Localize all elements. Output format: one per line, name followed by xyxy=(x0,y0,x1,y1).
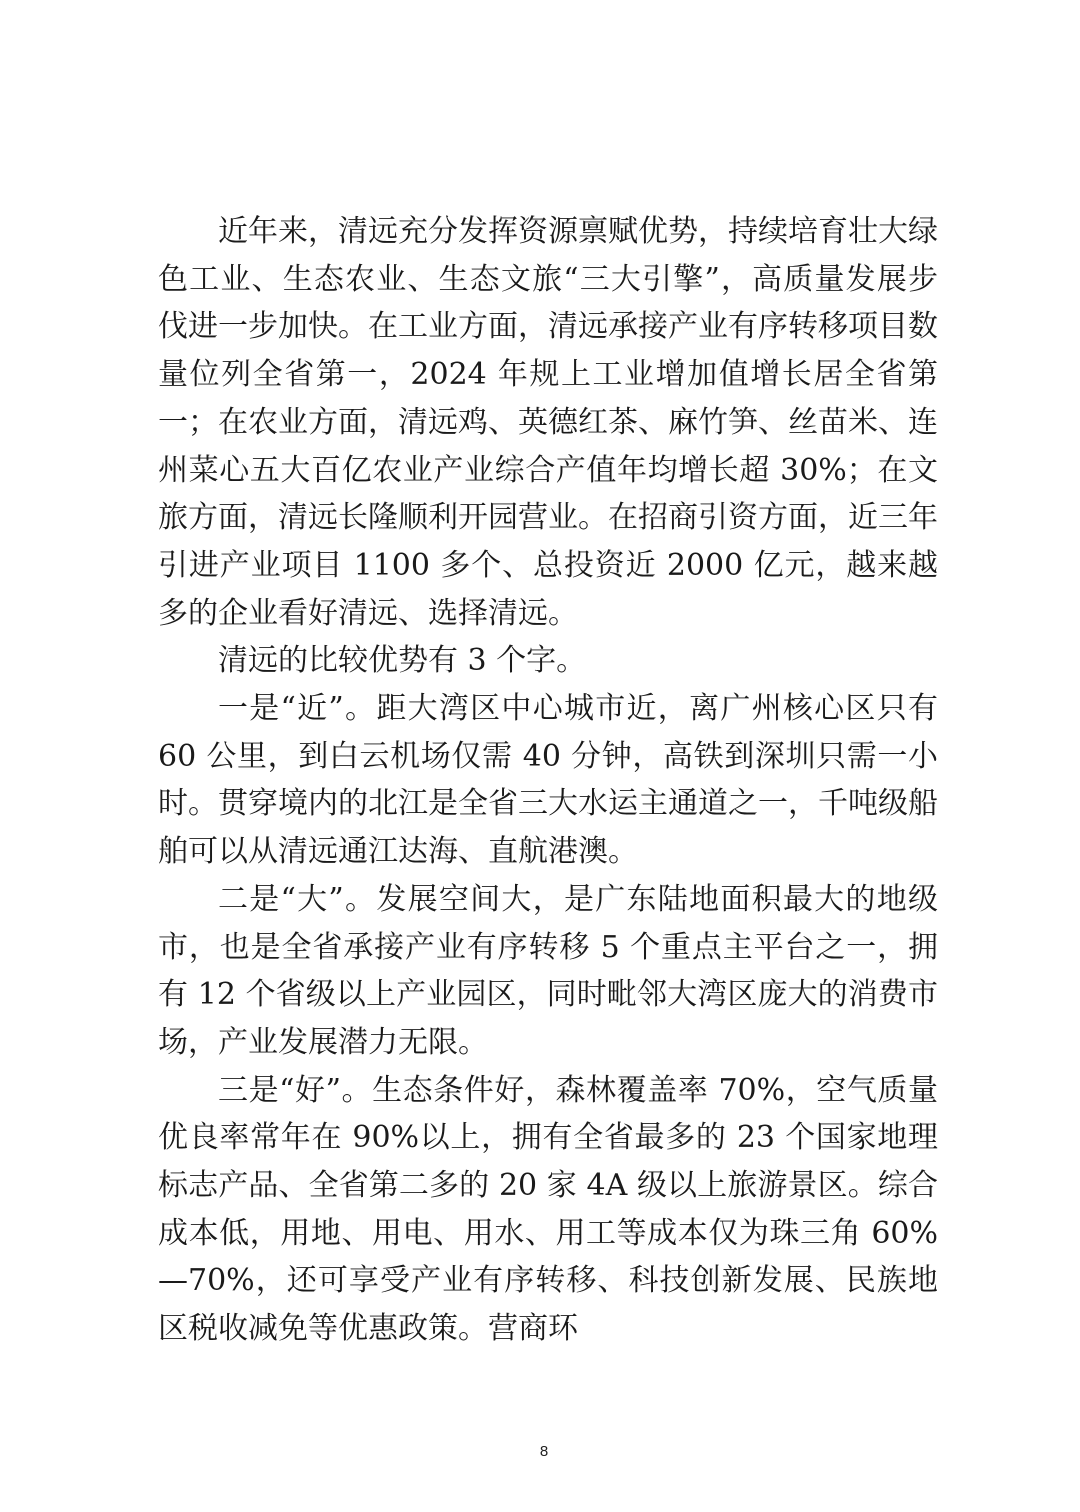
paragraph-advantage-good: 三是“好”。生态条件好，森林覆盖率 70%，空气质量优良率常年在 90%以上，拥有全省最多的 23 个国家地理标志产品、全省第二多的 20 家 4A 级以上旅游景区。综合成本低，用地、用电、用水、用工等成本仅为珠三角 60%—70%，还可享受产业有序转移、科技创新发展、民族地区税收减免等优惠政策。营商环 xyxy=(158,1072,938,1347)
paragraph-intro: 近年来，清远充分发挥资源禀赋优势，持续培育壮大绿色工业、生态农业、生态文旅“三大引擎”，高质量发展步伐进一步加快。在工业方面，清远承接产业有序转移项目数量位列全省第一，2024 年规上工业增加值增长居全省第一；在农业方面，清远鸡、英德红茶、麻竹笋、丝苗米、连州菜心五大百亿农业产业综合产值年均增长超 30%；在文旅方面，清远长隆顺利开园营业。在招商引资方面，近三年引进产业项目 1100 多个、总投资近 2000 亿元，越来越多的企业看好清远、选择清远。 xyxy=(158,214,938,631)
paragraph-advantage-near: 一是“近”。距大湾区中心城市近，离广州核心区只有 60 公里，到白云机场仅需 40 分钟，高铁到深圳只需一小时。贯穿境内的北江是全省三大水运主通道之一，千吨级船舶可以从清远通江达海、直航港澳。 xyxy=(158,691,938,870)
paragraph-advantages-summary: 清远的比较优势有 3 个字。 xyxy=(218,643,587,679)
paragraph-advantage-big: 二是“大”。发展空间大，是广东陆地面积最大的地级市，也是全省承接产业有序转移 5 个重点主平台之一，拥有 12 个省级以上产业园区，同时毗邻大湾区庞大的消费市场，产业发展潜力无限。 xyxy=(158,881,938,1060)
body-text xyxy=(158,208,938,1353)
page-number: 8 xyxy=(539,1443,549,1460)
